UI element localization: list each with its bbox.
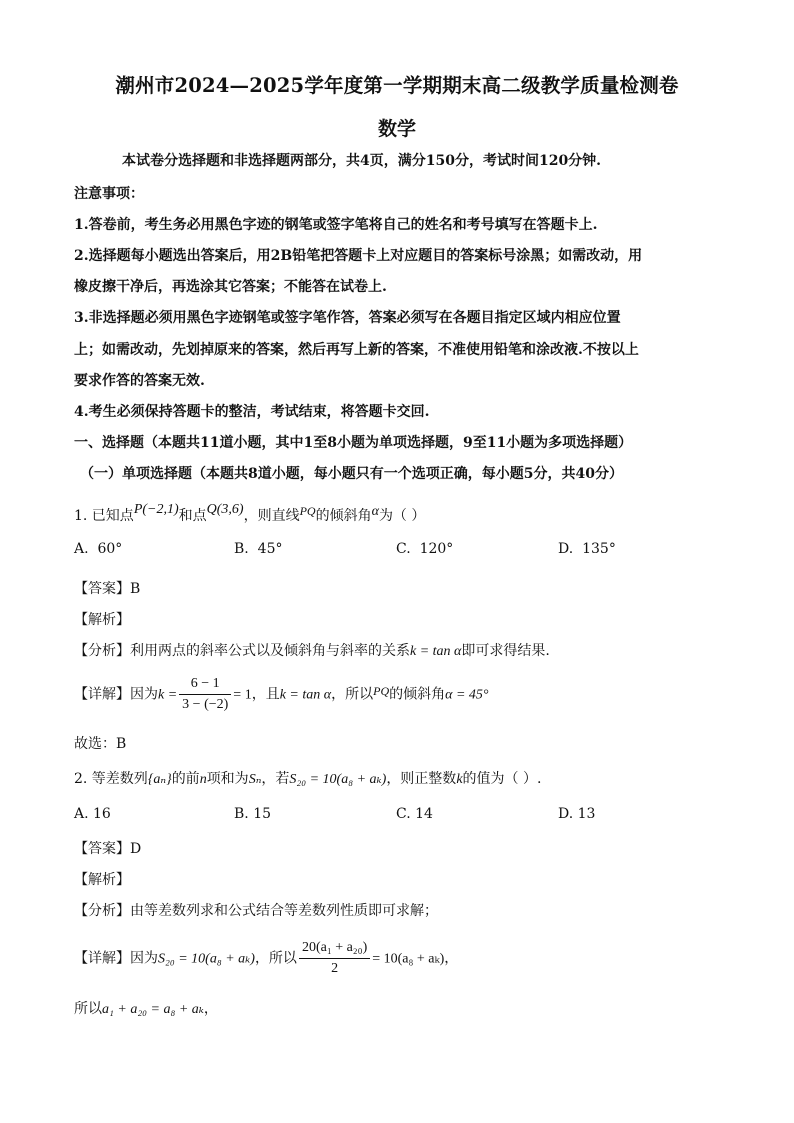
question-2-stem: 2. 等差数列{aₙ}的前n项和为Sₙ，若S₂₀ = 10(a₈ + aₖ)，则正整数k的值为（ ）. — [74, 771, 542, 787]
q1-detail: 【详解】因为k = $\frac{6 - 1}{3 - (-2)}$ = 1，且k = tan α，所以PQ的倾斜角α = 45° — [74, 676, 489, 712]
note-2-line-2: 橡皮擦干净后，再选涂其它答案；不能答在试卷上. — [74, 279, 387, 295]
q2-option-d: D. 13 — [558, 806, 596, 822]
note-3-line-2: 上；如需改动，先划掉原来的答案，然后再写上新的答案，不准使用铅笔和涂改液.不按以上 — [74, 342, 639, 358]
section-heading: 一、选择题（本题共11道小题，其中1至8小题为单项选择题，9至11小题为多项选择题） — [74, 435, 633, 451]
notes-heading: 注意事项： — [74, 186, 144, 202]
q1-option-a: A. 60° — [74, 541, 123, 557]
question-1-stem — [74, 502, 426, 525]
q1-answer — [74, 578, 140, 598]
intro-text: 本试卷分选择题和非选择题两部分，共4页，满分150分，考试时间120分钟. — [122, 153, 602, 169]
answer-value: B — [130, 581, 141, 597]
q1-option-d: D. 135° — [558, 541, 616, 557]
answer-label: 【答案】 — [74, 581, 130, 597]
q1-number: 1. 已知点 — [74, 508, 134, 524]
q2-last-line: 所以a₁ + a₂₀ = a₈ + aₖ， — [74, 1001, 218, 1017]
section-subheading: （一）单项选择题（本题共8道小题，每小题只有一个选项正确，每小题5分，共40分） — [80, 466, 623, 482]
note-1: 1.答卷前，考生务必用黑色字迹的钢笔或签字笔将自己的姓名和考号填写在答题卡上. — [74, 217, 598, 233]
q2-answer: 【答案】D — [74, 841, 142, 857]
q2-option-b: B. 15 — [234, 806, 272, 822]
q2-fenxi: 【分析】由等差数列求和公式结合等差数列性质即可求解； — [74, 903, 438, 919]
q1-end: 为（ ） — [378, 508, 426, 524]
q1-fenxi: 【分析】利用两点的斜率公式以及倾斜角与斜率的关系k = tan α即可求得结果. — [74, 643, 550, 659]
q2-analysis-label: 【解析】 — [74, 872, 130, 888]
q1-analysis-label: 【解析】 — [74, 612, 130, 628]
q1-mid: ，则直线 — [243, 508, 300, 524]
q2-option-a: A. 16 — [74, 806, 111, 822]
page-title: 潮州市2024—2025学年度第一学期期末高二级教学质量检测卷 — [115, 74, 679, 97]
q1-option-c: C. 120° — [396, 541, 454, 557]
note-3-line-1: 3.非选择题必须用黑色字迹钢笔或签字笔作答，答案必须写在各题目指定区域内相应位置 — [74, 310, 621, 326]
q1-point-p: P(−2,1) — [133, 502, 179, 517]
q1-point-q: Q(3,6) — [206, 502, 244, 517]
note-2-line-1: 2.选择题每小题选出答案后，用2B铅笔把答题卡上对应题目的答案标号涂黑；如需改动，用 — [74, 248, 643, 264]
q1-tail: 的倾斜角 — [315, 508, 372, 524]
note-4: 4.考生必须保持答题卡的整洁，考试结束，将答题卡交回. — [74, 404, 430, 420]
note-3-line-3: 要求作答的答案无效. — [74, 373, 205, 389]
q1-line-pq: PQ — [299, 504, 316, 518]
q2-option-c: C. 14 — [396, 806, 433, 822]
q1-and: 和点 — [178, 508, 207, 524]
q1-alpha: α — [371, 504, 379, 519]
q1-option-b: B. 45° — [234, 541, 283, 557]
q1-conclusion: 故选：B — [74, 736, 127, 752]
subject-title: 数学 — [377, 118, 416, 140]
q2-detail: 【详解】因为S₂₀ = 10(a₈ + aₖ)，所以 $\frac{\text{20(a₁ + a₂₀)}}{2}$ = 10(a₈ + aₖ)， — [74, 940, 459, 976]
